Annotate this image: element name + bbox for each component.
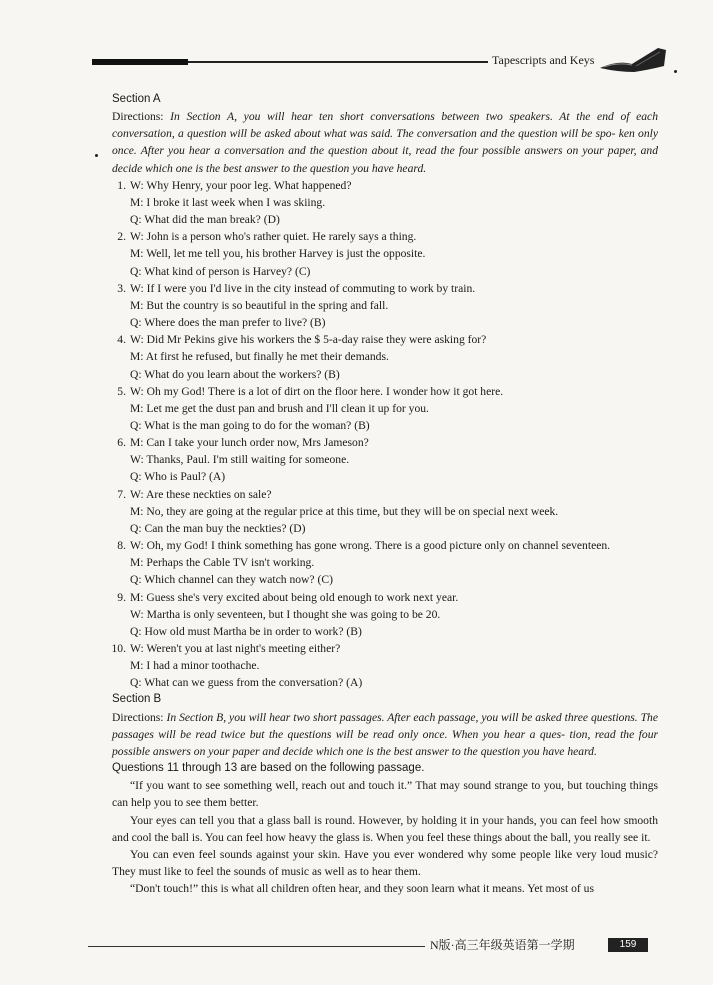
section-b-heading: Section B xyxy=(112,693,162,706)
conversation-list xyxy=(112,177,658,692)
page-number: 159 xyxy=(608,938,648,952)
conversation-line: M: Well, let me tell you, his brother Harvey is just the opposite. xyxy=(130,247,426,261)
margin-dot xyxy=(674,70,677,73)
conversation-line: Q: What kind of person is Harvey? (C) xyxy=(130,264,311,278)
conversation-line-first xyxy=(112,228,658,245)
conversation-line-first xyxy=(108,640,658,657)
conversation-text: M: Can I take your lunch order now, Mrs Jameson? xyxy=(130,436,369,450)
conversation-line-first xyxy=(112,331,658,348)
conversation-text: M: Guess she's very excited about being old enough to work next year. xyxy=(130,590,459,604)
conversation-number: 7. xyxy=(117,487,126,501)
conversation-line: W: Martha is only seventeen, but I thought she was going to be 20. xyxy=(130,607,441,621)
conversation-number: 6. xyxy=(117,436,126,450)
conversation-line: Q: How old must Martha be in order to work? (B) xyxy=(130,624,362,638)
conversation-number: 10. xyxy=(111,642,126,655)
book-icon xyxy=(598,42,668,74)
section-a-directions: Directions: In Section A, you will hear ten short conversations between two speakers. At the end of each conversation, a question will be asked about what was said. The conversation and the question will be spo- ken only once. After you hear a conversation and the question about it, read the four possible answers on your paper, and decide which one is the best answer to the question you have heard. xyxy=(112,110,658,175)
conversation-number: 5. xyxy=(117,384,126,398)
conversation-line: Q: Where does the man prefer to live? (B) xyxy=(130,316,326,330)
conversation-line: M: Perhaps the Cable TV isn't working. xyxy=(130,556,315,570)
conversation-line: M: I had a minor toothache. xyxy=(130,659,260,673)
conversation-line-first xyxy=(112,280,658,297)
passage-paragraph: You can even feel sounds against your skin. Have you ever wondered why some people like very loud music? They must like to feel the sounds of music as well as to hear them. xyxy=(112,847,658,879)
conversation-line: M: But the country is so beautiful in the spring and fall. xyxy=(130,298,389,312)
conversation-line-first xyxy=(112,434,658,451)
conversation-text: W: Oh my God! There is a lot of dirt on the floor here. I wonder how it got here. xyxy=(130,384,504,398)
conversation-text: W: John is a person who's rather quiet. He rarely says a thing. xyxy=(130,230,417,244)
footer-text: N版·高三年级英语第一学期 xyxy=(430,938,575,952)
conversation-line: Q: What is the man going to do for the woman? (B) xyxy=(130,418,370,432)
conversation-text: W: Are these neckties on sale? xyxy=(130,487,272,501)
passage-paragraph: Your eyes can tell you that a glass ball is round. However, by holding it in your hands, you can feel how smooth and cool the ball is. You can feel how heavy the glass is. When you feel these things about the ball, you really see it. xyxy=(112,813,658,844)
conversation-text: W: Why Henry, your poor leg. What happened? xyxy=(130,178,352,192)
conversation-line-first xyxy=(112,177,658,194)
conversation-number: 1. xyxy=(117,178,126,192)
conversation-line-first xyxy=(112,486,658,503)
conversation-line: M: At first he refused, but finally he met their demands. xyxy=(130,350,389,364)
footer-rule xyxy=(88,946,425,947)
conversation-number: 3. xyxy=(117,281,126,295)
conversation-line-first xyxy=(112,537,658,554)
directions-label: Directions: xyxy=(112,710,164,724)
header-rule xyxy=(188,61,488,63)
conversation-line-first xyxy=(112,589,658,606)
header-title: Tapescripts and Keys xyxy=(492,53,595,67)
conversation-text: W: Oh, my God! I think something has gone wrong. There is a good picture only on channel seventeen. xyxy=(130,539,611,553)
conversation-text: W: Weren't you at last night's meeting either? xyxy=(130,642,341,655)
conversation-number: 2. xyxy=(117,230,126,244)
conversation-line: W: Thanks, Paul. I'm still waiting for someone. xyxy=(130,453,350,467)
page-content xyxy=(112,91,658,897)
passage-paragraph: “Don't touch!” this is what all children often hear, and they soon learn what it means. Yet most of us xyxy=(130,882,594,896)
conversation-line-first xyxy=(112,383,658,400)
conversation-number: 8. xyxy=(117,539,126,553)
conversation-text: W: If I were you I'd live in the city instead of commuting to work by train. xyxy=(130,281,476,295)
conversation-line: Q: What do you learn about the workers? (B) xyxy=(130,367,340,381)
section-b-directions: Directions: In Section B, you will hear two short passages. After each passage, you will be asked three questions. The passages will be read twice but the questions will be read only once. When you hear a ques- tion, read the four possible answers on your paper and decide which one is the best answer to the question you have heard. xyxy=(112,710,659,758)
conversation-line: M: I broke it last week when I was skiing. xyxy=(130,195,326,209)
conversation-line: M: Let me get the dust pan and brush and I'll clean it up for you. xyxy=(130,401,429,415)
directions-label: Directions: xyxy=(112,110,164,124)
header-rule-bold xyxy=(92,59,188,65)
conversation-line: Q: Can the man buy the neckties? (D) xyxy=(130,521,306,535)
margin-dot xyxy=(95,154,98,157)
conversation-line: Q: What did the man break? (D) xyxy=(130,213,280,227)
conversation-line: M: No, they are going at the regular price at this time, but they will be on special next week. xyxy=(130,504,559,518)
conversation-line: Q: Which channel can they watch now? (C) xyxy=(130,573,333,587)
passage-paragraph: “If you want to see something well, reach out and touch it.” That may sound strange to you, but touching things can help you to see them better. xyxy=(112,779,658,810)
section-a-heading: Section A xyxy=(112,93,161,105)
conversation-line: Q: Who is Paul? (A) xyxy=(130,470,226,484)
conversation-line: Q: What can we guess from the conversation? (A) xyxy=(130,676,363,690)
conversation-number: 4. xyxy=(117,333,126,347)
conversation-text: W: Did Mr Pekins give his workers the $ 5-a-day raise they were asking for? xyxy=(130,333,487,347)
passage-heading: Questions 11 through 13 are based on the following passage. xyxy=(112,762,425,775)
conversation-number: 9. xyxy=(117,590,126,604)
